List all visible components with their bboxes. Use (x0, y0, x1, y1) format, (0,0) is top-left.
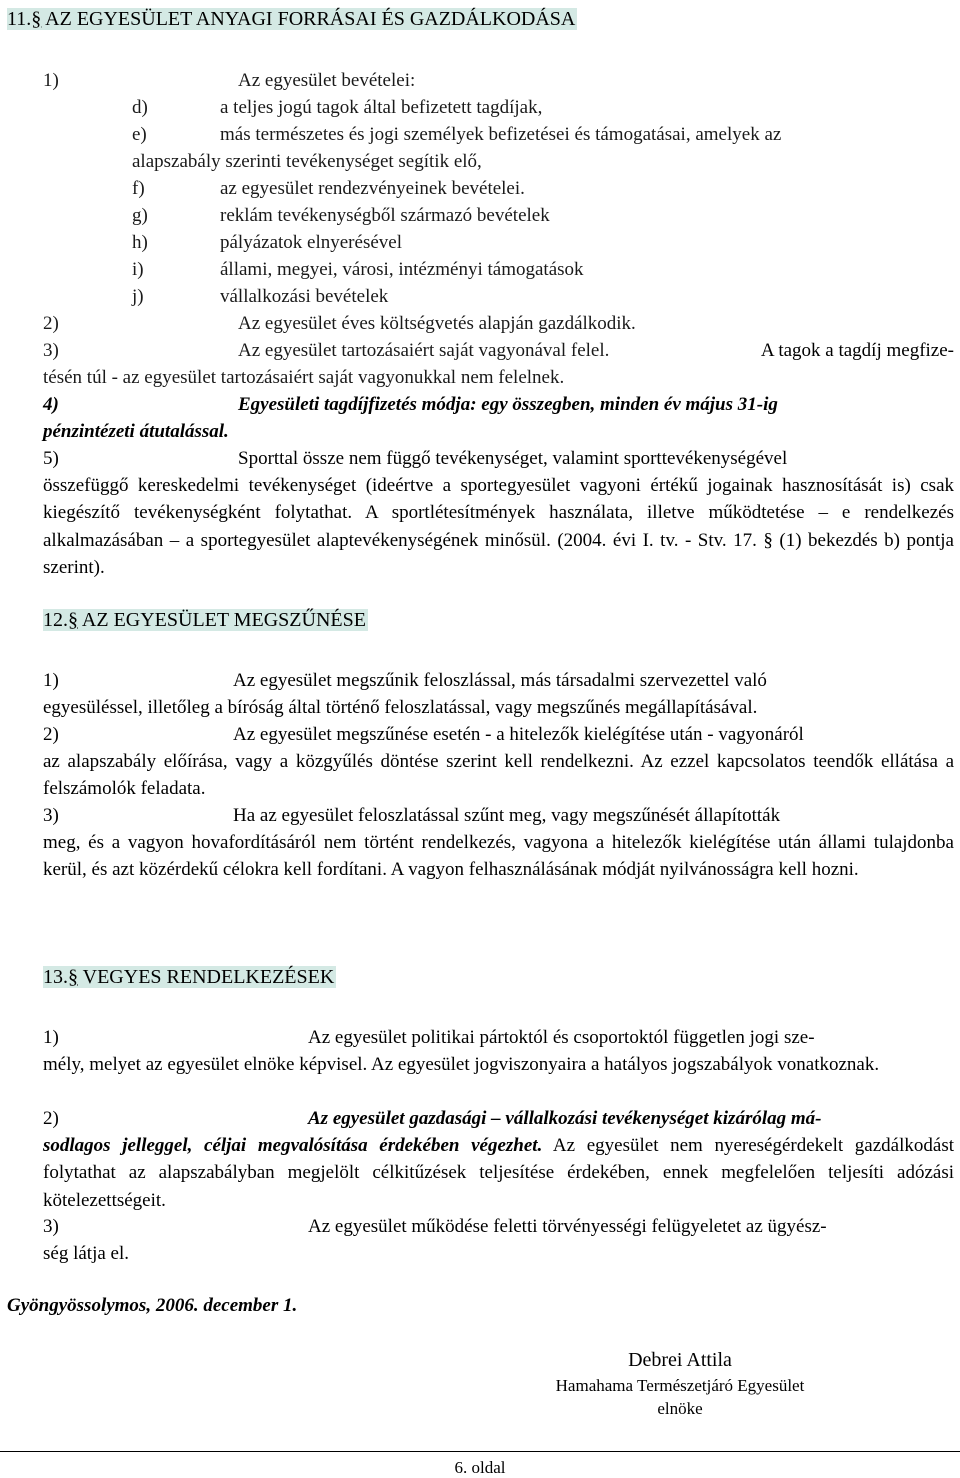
s13-p3-num: 3) (43, 1216, 59, 1237)
s11-p3-line1 (238, 337, 954, 364)
s11-item-text: vállalkozási bevételek (220, 286, 389, 307)
s13-p1-num: 1) (43, 1027, 59, 1048)
section-12-sign: § (68, 609, 78, 631)
s11-item-letter: d) (132, 97, 148, 118)
s11-item-text: állami, megyei, városi, intézményi támogatások (220, 259, 584, 280)
s13-p3-first: Az egyesület működése feletti törvényességi felügyeletet az ügyész- (308, 1216, 827, 1237)
s11-item-text: a teljes jogú tagok által befizetett tagdíjak, (220, 97, 543, 118)
section-13-title-highlight (43, 966, 336, 988)
footer-divider (0, 1451, 960, 1452)
s12-p3-rest: meg, és a vagyon hovafordításáról nem történt rendelkezés, vagyona a hitelezők kielégítése után állami tulajdonba kerül, és azt közérdekű célokra kell fordítani. A vagyon felhasználásának módját nyilvánosságra kell hozni. (43, 832, 954, 881)
s11-p1-num: 1) (43, 70, 59, 91)
s13-p3-line1 (308, 1213, 954, 1240)
s12-p1-line1 (233, 667, 954, 694)
s11-item-text: más természetes és jogi személyek befizetései és támogatásai, amelyek az (220, 124, 782, 145)
s12-p3-line1 (233, 802, 954, 829)
s11-item-letter: f) (132, 178, 145, 199)
s12-p2-line1 (233, 721, 954, 748)
s13-p2-rest: Az egyesület nem nyereségérdekelt gazdálkodást folytathat az alapszabályban megjelölt célkitűzések teljesítése érdekében, ennek megfelelően teljesíti adózási kötelezettségeit. (43, 1135, 954, 1211)
s12-p2-num: 2) (43, 724, 59, 745)
s11-item-text: reklám tevékenységből származó bevételek (220, 205, 550, 226)
s11-item-letter: h) (132, 232, 148, 253)
s11-p2-num: 2) (43, 313, 59, 334)
s11-item-text-justified (220, 121, 954, 148)
section-13-title: VEGYES RENDELKEZÉSEK (82, 966, 335, 988)
s11-p3-num: 3) (43, 340, 59, 361)
s12-p2-first: Az egyesület megszűnése esetén - a hitelezők kielégítése után - vagyonáról (233, 724, 804, 745)
s12-p2-rest: az alapszabály előírása, vagy a közgyűlés döntése szerint kell rendelkezni. Az ezzel kapcsolatos teendők ellátása a felszámolók feladata. (43, 751, 954, 800)
section-12-title: AZ EGYESÜLET MEGSZŰNÉSE (81, 609, 366, 631)
s12-p1-num: 1) (43, 670, 59, 691)
place-date: Gyöngyössolymos, 2006. december 1. (7, 1295, 298, 1316)
section-11-title: AZ EGYESÜLET ANYAGI FORRÁSAI ÉS GAZDÁLKODÁSA (45, 8, 576, 30)
s12-p1-rest: egyesüléssel, illetőleg a bíróság által történő feloszlatással, vagy megszűnés megállapításával. (43, 697, 758, 718)
s11-item-text: pályázatok elnyerésével (220, 232, 402, 253)
s11-p3-text-c: tésén túl - az egyesület tartozásaiért saját vagyonukkal nem felelnek. (43, 367, 565, 388)
s13-p2-num: 2) (43, 1108, 59, 1129)
s11-p4-line1 (238, 391, 954, 418)
section-11-heading (7, 6, 577, 32)
s13-p1-line1 (308, 1024, 954, 1051)
s11-item-text-cont: alapszabály szerinti tevékenységet segítik elő, (132, 151, 482, 172)
s13-p2-first: Az egyesület gazdasági – vállalkozási tevékenységet kizárólag má- (308, 1108, 822, 1129)
section-13-number: 13. (43, 966, 68, 988)
section-11-sign: § (31, 8, 42, 30)
s13-p3-rest: ség látja el. (43, 1243, 129, 1264)
s11-item-text: az egyesület rendezvényeinek bevételei. (220, 178, 525, 199)
s11-item-letter: e) (132, 124, 147, 145)
section-13-heading (43, 964, 336, 990)
s11-p3-text-b: A tagok a tagdíj megfize- (760, 340, 954, 361)
s11-p3-text-a: Az egyesület tartozásaiért saját vagyonával felel. (238, 340, 610, 361)
s13-p2-bold-cont: sodlagos jelleggel, céljai megvalósítása érdekében végezhet. (43, 1135, 543, 1156)
s11-p1-text: Az egyesület bevételei: (238, 70, 416, 91)
s11-p4-text-a: Egyesületi tagdíjfizetés módja: egy összegben, minden év május 31-ig (238, 394, 778, 415)
s12-p1-first: Az egyesület megszűnik feloszlással, más társadalmi szervezettel való (233, 670, 767, 691)
page-number: 6. oldal (454, 1458, 506, 1477)
s11-p5-first: Sporttal össze nem függő tevékenységet, valamint sporttevékenységével (238, 448, 788, 469)
s11-p2-text: Az egyesület éves költségvetés alapján gazdálkodik. (238, 313, 636, 334)
s11-p5-rest: összefüggő kereskedelmi tevékenységet (ideértve a sportegyesület vagyoni értékű jogainak hasznosítását is) csak kiegészítő tevékenységként folytathat. A sportlétesítmények használata, illetve működtetése – e rendelkezés alkalmazásában – a sportegyesület alaptevékenységének minősül. (2004. évi I. tv. - Stv. 17. § (1) bekezdés b) pontja szerint). (43, 475, 954, 578)
s11-item-letter: g) (132, 205, 148, 226)
s12-p3-first: Ha az egyesület feloszlatással szűnt meg, vagy megszűnését állapították (233, 805, 781, 826)
s11-item-letter: i) (132, 259, 144, 280)
s11-p4-num: 4) (43, 394, 59, 415)
s11-p4-text-b: pénzintézeti átutalással. (43, 421, 229, 442)
section-11-number: 11. (7, 8, 32, 30)
signer-org: Hamahama Természetjáró Egyesület (555, 1376, 805, 1395)
s11-p5-num: 5) (43, 448, 59, 469)
section-12-number: 12. (43, 609, 68, 631)
signer-role: elnöke (657, 1399, 703, 1418)
s12-p3-num: 3) (43, 805, 59, 826)
section-12-heading (43, 607, 368, 633)
section-13-sign: § (68, 966, 78, 988)
signer-name: Debrei Attila (628, 1349, 732, 1371)
section-11-title-highlight (7, 8, 577, 30)
s13-p1-rest: mély, melyet az egyesület elnöke képvisel. Az egyesület jogviszonyaira a hatályos jogszabályok vonatkoznak. (43, 1054, 880, 1075)
s13-p1-first: Az egyesület politikai pártoktól és csoportoktól független jogi sze- (308, 1027, 815, 1048)
s11-p5-line1 (238, 445, 954, 472)
s11-item-letter: j) (132, 286, 144, 307)
section-12-title-highlight (43, 609, 368, 631)
s13-p2-rest-block (43, 1132, 954, 1214)
signature-block (520, 1346, 840, 1420)
s13-p2-line1 (308, 1105, 954, 1132)
